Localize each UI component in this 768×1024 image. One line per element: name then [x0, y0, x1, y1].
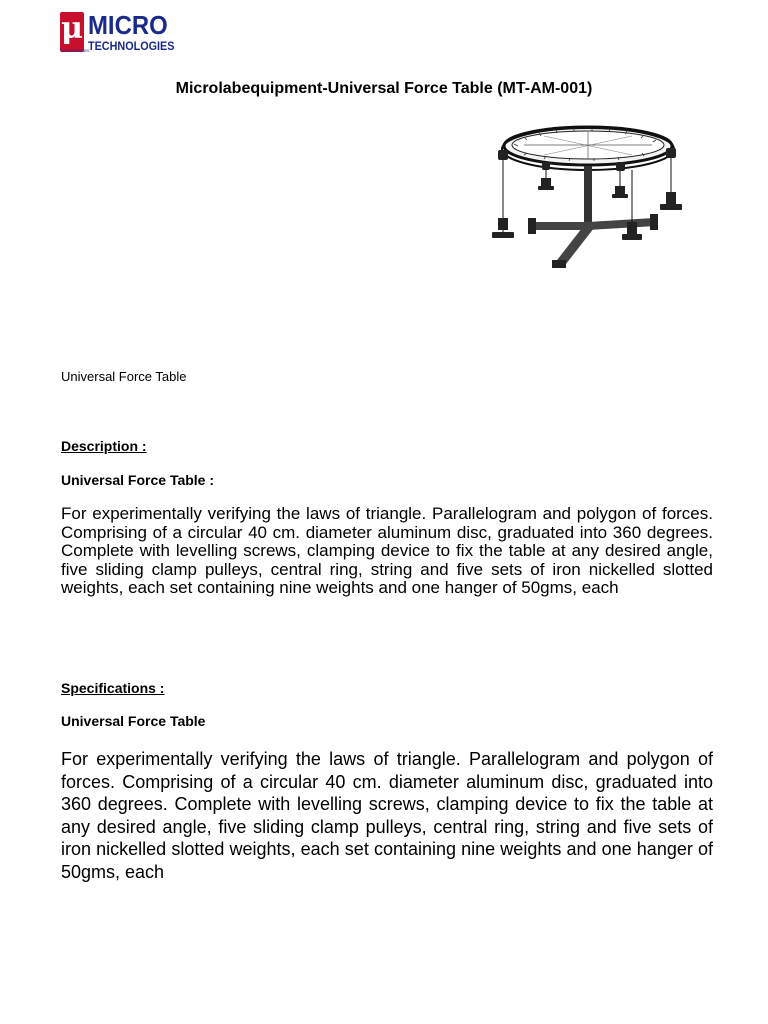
description-heading: Description : — [61, 438, 147, 454]
description-subheading: Universal Force Table : — [61, 472, 215, 488]
specifications-heading: Specifications : — [61, 680, 165, 696]
logo-text-micro: MICRO — [88, 10, 168, 40]
logo-symbol: μ — [61, 11, 83, 46]
force-table-illustration — [484, 122, 692, 272]
description-text: For experimentally verifying the laws of triangle. Parallelogram and polygon of forces. Comprising of a circular 40 cm. diameter aluminum disc, graduated into 360 degrees. Complete with levelling screws, clamping device to fix the table at any desired angle, five sliding clamp pulleys, central ring, string and five sets of iron nickelled slotted weights, each set containing nine weights and one hanger of 50gms, each — [61, 504, 713, 597]
company-logo — [60, 10, 175, 54]
page-title: Microlabequipment-Universal Force Table (MT-AM-001) — [175, 80, 593, 97]
specifications-text: For experimentally verifying the laws of triangle. Parallelogram and polygon of forces. Comprising of a circular 40 cm. diameter aluminum disc, graduated into 360 degrees. Complete with levelling screws, clamping device to fix the table at any desired angle, five sliding clamp pulleys, central ring, string and five sets of iron nickelled slotted weights, each set containing nine weights and one hanger of 50gms, each — [61, 749, 713, 882]
logo-text-technologies: TECHNOLOGIES — [88, 39, 175, 53]
mu-logo-icon — [60, 11, 90, 53]
specifications-subheading: Universal Force Table — [61, 713, 206, 729]
logo-tiny-text: TECHNOLOGIES — [60, 48, 90, 53]
force-table-drawing — [484, 122, 692, 272]
figure-caption: Universal Force Table — [61, 369, 187, 384]
